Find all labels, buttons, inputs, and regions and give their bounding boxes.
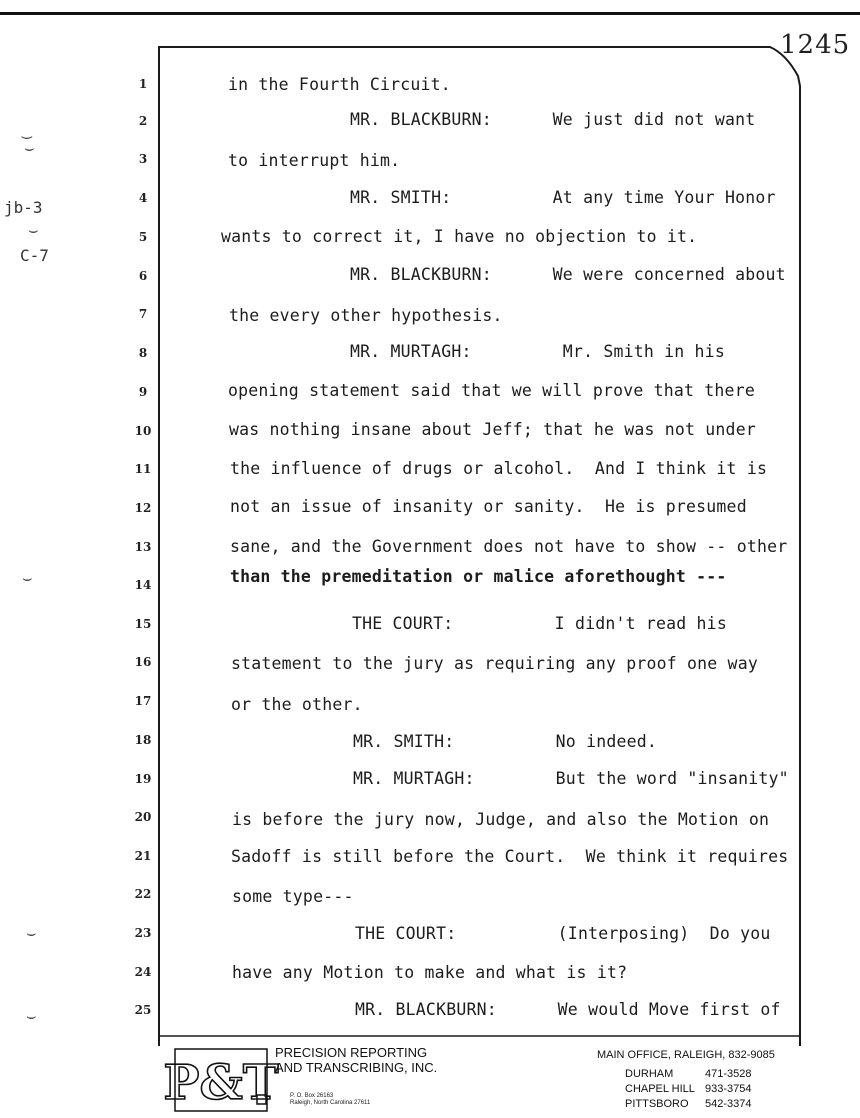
line-number: 15 [134,617,152,631]
transcript-line: was nothing insane about Jeff; that he was not under [229,420,756,439]
company-name-line: AND TRANSCRIBING, INC. [275,1060,438,1075]
transcript-line: MR. BLACKBURN: We just did not want [350,110,756,129]
line-number: 17 [134,694,152,708]
transcript-line: MR. BLACKBURN: We would Move first of [355,1000,781,1019]
transcript-line: or the other. [231,695,363,714]
transcript-line: MR. SMITH: At any time Your Honor [350,188,776,207]
line-number: 13 [134,540,152,554]
line-number: 8 [138,346,148,360]
transcript-line: MR. SMITH: No indeed. [353,732,658,751]
transcript-line: sane, and the Government does not have to show -- other [230,537,788,556]
transcript-line: the every other hypothesis. [229,306,503,325]
transcript-line: some type--- [232,887,354,906]
margin-scribble-mark: ⌣ [22,568,33,587]
margin-scribble-mark: ⌣ [24,138,35,157]
company-address [290,1093,370,1107]
margin-scribble-mark: ⌣ [28,220,39,239]
transcript-line: is before the jury now, Judge, and also the Motion on [232,810,770,829]
transcript-line: than the premeditation or malice aforethought --- [230,567,727,586]
line-number: 11 [134,462,152,476]
transcript-line: the influence of drugs or alcohol. And I think it is [230,459,768,478]
transcript-line: to interrupt him. [228,151,401,170]
office-listing [625,1098,752,1110]
logo-lettering: P&T [163,1055,279,1111]
line-number: 23 [134,926,152,940]
address-line: Raleigh, North Carolina 27611 [290,1100,371,1106]
transcript-line: MR. MURTAGH: But the word "insanity" [353,769,789,788]
line-number: 1 [138,77,148,91]
company-logo [163,1047,279,1113]
office-city: PITTSBORO [625,1098,689,1110]
transcript-line: THE COURT: (Interposing) Do you [355,924,771,943]
office-city: DURHAM [625,1068,674,1080]
line-number: 22 [134,887,152,901]
company-name-line: PRECISION REPORTING [275,1045,428,1060]
line-number: 14 [134,578,152,592]
company-name [275,1045,437,1075]
top-border-rule [0,12,860,15]
margin-scribble-mark: ⌣ [26,1006,37,1025]
transcript-line: MR. MURTAGH: Mr. Smith in his [350,342,725,361]
line-number: 12 [134,501,152,515]
main-office-line: MAIN OFFICE, RALEIGH, 832-9085 [597,1049,775,1061]
transcript-line: Sadoff is still before the Court. We think it requires [231,847,789,866]
line-number: 20 [134,810,152,824]
margin-scribble-mark: ⌣ [26,923,37,942]
margin-note: jb-3 [4,198,43,217]
line-number: 21 [134,849,152,863]
line-number: 6 [138,269,148,283]
page-number: 1245 [780,30,851,60]
office-phone: 471-3528 [705,1068,752,1080]
transcript-line: not an issue of insanity or sanity. He is presumed [230,497,747,516]
transcript-line: wants to correct it, I have no objection to it. [221,227,698,246]
office-phone: 542-3374 [705,1098,752,1110]
transcript-line: MR. BLACKBURN: We were concerned about [350,265,786,284]
line-number: 9 [138,385,148,399]
office-listing [625,1083,752,1095]
transcript-line: statement to the jury as requiring any proof one way [231,654,758,673]
transcript-line: THE COURT: I didn't read his [352,614,727,633]
line-number: 2 [138,114,148,128]
address-line: P. O. Box 26163 [290,1093,334,1099]
line-number: 5 [138,230,148,244]
office-city: CHAPEL HILL [625,1083,695,1095]
transcript-line: in the Fourth Circuit. [228,75,451,94]
line-number: 4 [138,191,148,205]
line-number: 16 [134,655,152,669]
office-phone: 933-3754 [705,1083,752,1095]
margin-note: C-7 [20,246,49,265]
line-number: 24 [134,965,152,979]
line-number: 19 [134,772,152,786]
line-number: 18 [134,733,152,747]
margin-scribble-mark: ‿ [22,120,32,139]
line-number: 25 [134,1003,152,1017]
line-number: 10 [134,424,152,438]
transcript-line: opening statement said that we will prove that there [228,381,755,400]
line-number: 7 [138,307,148,321]
office-listing [625,1068,752,1080]
transcript-line: have any Motion to make and what is it? [232,963,628,982]
line-number: 3 [138,152,148,166]
